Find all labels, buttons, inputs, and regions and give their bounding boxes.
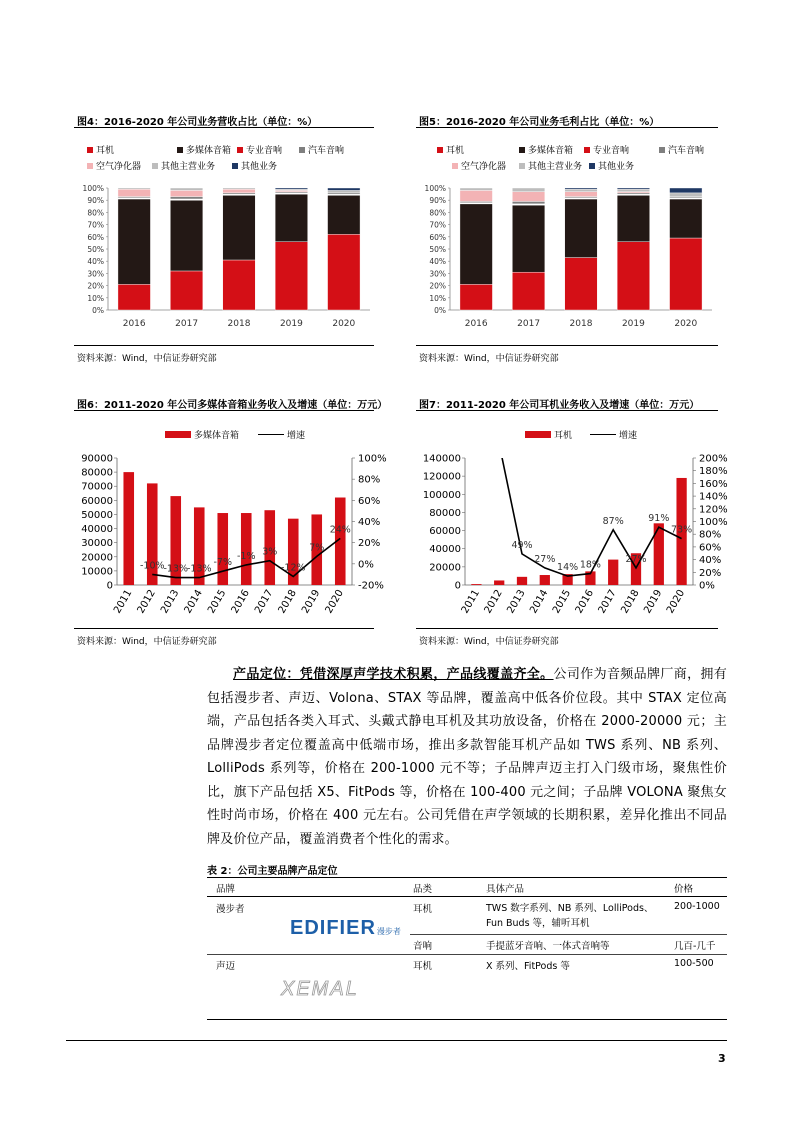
y-tick-label: 0%	[434, 306, 446, 315]
table-header-rule	[207, 896, 727, 897]
y-tick-label: 50%	[87, 245, 104, 254]
bar-segment-其他主营业务	[617, 189, 649, 191]
data-label: 3%	[262, 546, 278, 558]
y-tick-label: 70%	[429, 220, 446, 230]
fig7-chart	[416, 447, 736, 627]
table-cell-price: 几百-几千	[674, 941, 716, 952]
bar-segment-多媒体音箱	[617, 195, 649, 241]
footer-rule	[66, 1040, 727, 1041]
x-tick-label: 2014	[528, 588, 551, 616]
x-tick-label: 2019	[642, 588, 665, 616]
table-cell-products: TWS 数字系列、NB 系列、LolliPods、Fun Buds 等，辅听耳机	[486, 903, 654, 929]
fig4-legend-item: 多媒体音箱	[177, 143, 231, 156]
x-tick-label: 2011	[459, 588, 482, 616]
y-tick-label: 60%	[87, 232, 104, 242]
y-tick-label: 50000	[81, 509, 113, 521]
y2-tick-label: 180%	[699, 466, 728, 478]
x-tick-label: 2018	[227, 319, 251, 329]
x-tick-label: 2011	[112, 588, 135, 616]
table-row-rule	[207, 954, 727, 955]
bar	[540, 575, 550, 585]
bar-segment-耳机	[223, 260, 255, 310]
fig5-legend-item: 其他主营业务	[519, 159, 582, 172]
y-tick-label: 20%	[429, 281, 446, 291]
y-tick-label: 40000	[81, 524, 113, 536]
y2-tick-label: 60%	[699, 542, 722, 554]
data-label: -7%	[213, 557, 232, 569]
fig5-legend-item: 其他业务	[589, 159, 634, 172]
table-bottom-rule	[207, 1019, 727, 1020]
bar-segment-多媒体音箱	[565, 199, 597, 258]
y-tick-label: 80000	[429, 507, 461, 519]
bar	[241, 513, 252, 585]
y-tick-label: 100%	[424, 184, 446, 193]
table-header-category: 品类	[413, 884, 433, 895]
fig5-title-rule	[416, 127, 718, 128]
y-tick-label: 90%	[429, 196, 446, 206]
x-tick-label: 2017	[596, 588, 619, 616]
bar-segment-汽车音响	[512, 201, 544, 203]
xemal-logo: XEMAL	[281, 978, 359, 1000]
fig5-title: 图5：2016-2020 年公司业务毛利占比（单位：%）	[419, 117, 660, 128]
bar-segment-耳机	[328, 234, 360, 310]
data-label: -10%	[139, 560, 165, 572]
y-tick-label: 0	[106, 580, 113, 592]
data-label: -13%	[163, 563, 189, 575]
table-header-products: 具体产品	[486, 884, 525, 895]
y2-tick-label: 80%	[699, 529, 722, 541]
y2-tick-label: 140%	[699, 491, 728, 503]
x-tick-label: 2013	[159, 588, 182, 616]
x-tick-label: 2018	[569, 319, 593, 329]
fig4-chart	[74, 180, 384, 340]
y-tick-label: 40%	[429, 257, 446, 267]
bar	[517, 577, 527, 585]
y-tick-label: 60000	[429, 526, 461, 538]
bar-segment-汽车音响	[170, 197, 202, 199]
y2-tick-label: 40%	[699, 555, 722, 567]
x-tick-label: 2012	[482, 588, 505, 616]
y-tick-label: 30%	[429, 269, 446, 279]
fig4-bottom-rule	[74, 345, 374, 346]
y-tick-label: 90000	[81, 453, 113, 465]
bar-segment-多媒体音箱	[118, 199, 150, 284]
bar-segment-耳机	[275, 242, 307, 310]
bar-segment-其他主营业务	[223, 188, 255, 189]
x-tick-label: 2017	[175, 319, 199, 329]
table-cell-category: 耳机	[413, 961, 433, 972]
table-cell-products: X 系列、FitPods 等	[486, 961, 570, 972]
fig4-legend-item: 汽车音响	[299, 143, 344, 156]
fig5-legend-item: 汽车音响	[659, 143, 704, 156]
fig6-title-rule	[74, 410, 374, 411]
table-brand-edifier: 漫步者	[216, 904, 245, 915]
x-tick-label: 2018	[276, 588, 299, 616]
x-tick-label: 2020	[674, 319, 698, 329]
bar-segment-耳机	[460, 284, 492, 310]
x-tick-label: 2017	[517, 319, 541, 329]
x-tick-label: 2016	[464, 319, 488, 329]
y2-tick-label: 20%	[358, 538, 381, 550]
bar-segment-其他主营业务	[565, 189, 597, 191]
fig7-source: 资料来源：Wind，中信证券研究部	[419, 637, 559, 647]
x-tick-label: 2020	[664, 588, 688, 616]
edifier-logo: EDIFIER 漫步者	[290, 917, 401, 939]
fig5-legend-item: 专业音响	[584, 143, 629, 156]
y-tick-label: 70000	[81, 481, 113, 493]
fig6-bottom-rule	[74, 628, 374, 629]
y-tick-label: 90%	[87, 196, 104, 206]
paragraph-body: 公司作为音频品牌厂商，拥有包括漫步者、声迈、Volona、STAX 等品牌，覆盖高中低各价位段。其中 STAX 定位高端，产品包括各类入耳式、头戴式静电耳机及其功放设备，价格在 2000-20000 元；主品牌漫步者定位覆盖高中低端市场，推出多款智能耳机产品如 TWS 系列、NB 系列、LolliPods 系列等，价格在 200-1000 元不等；子品牌声迈主打入门级市场，聚焦性价比，旗下产品包括 X5、FitPods 等，价格在 100-400 元之间；子品牌 VOLONA 聚焦女性时尚市场，价格在 400 元左右。公司凭借在声学领域的长期积累，差异化推出不同品牌及价位产品，覆盖消费者个性化的需求。	[207, 667, 727, 847]
bar-segment-空气净化器	[223, 189, 255, 193]
data-label: 18%	[579, 559, 601, 571]
data-label: 14%	[557, 562, 579, 574]
y2-tick-label: 0%	[358, 559, 374, 571]
y-tick-label: 60000	[81, 495, 113, 507]
bar-segment-其他主营业务	[512, 188, 544, 192]
table-header-price: 价格	[674, 884, 694, 895]
y2-tick-label: 100%	[699, 517, 728, 528]
bar	[494, 580, 504, 585]
bar-segment-其他主营业务	[328, 190, 360, 192]
x-tick-label: 2014	[182, 588, 205, 616]
data-label: -1%	[237, 550, 256, 562]
data-label: 87%	[602, 515, 624, 527]
x-tick-label: 2019	[300, 588, 323, 616]
y-tick-label: 30%	[87, 269, 104, 279]
fig7-legend-bar: 耳机	[525, 428, 572, 441]
y2-tick-label: 40%	[358, 517, 381, 528]
data-label: 73%	[671, 524, 693, 536]
fig7-legend-line: 增速	[590, 428, 637, 441]
data-label: 7%	[309, 542, 325, 554]
y2-tick-label: 20%	[699, 567, 722, 579]
x-tick-label: 2019	[621, 319, 645, 329]
y-tick-label: 50%	[429, 245, 446, 254]
y-tick-label: 10%	[429, 293, 446, 303]
y-tick-label: 0%	[92, 306, 104, 315]
bar-segment-耳机	[118, 284, 150, 310]
data-label: 27%	[625, 553, 647, 565]
paragraph-lead: 产品定位：凭借深厚声学技术积累，产品线覆盖齐全。	[233, 667, 554, 682]
bar-segment-空气净化器	[512, 192, 544, 202]
y-tick-label: 70%	[87, 220, 104, 230]
fig7-title: 图7：2011-2020 年公司耳机业务收入及增速（单位：万元）	[419, 400, 700, 411]
data-label: 91%	[648, 513, 670, 525]
data-label: 24%	[329, 524, 351, 536]
bar-segment-多媒体音箱	[460, 204, 492, 285]
fig5-bottom-rule	[416, 345, 718, 346]
bar-segment-多媒体音箱	[670, 199, 702, 238]
fig4-legend-item: 其他业务	[232, 159, 277, 172]
fig4-legend-item: 其他主营业务	[152, 159, 215, 172]
x-tick-label: 2015	[206, 588, 229, 616]
y-tick-label: 80%	[429, 208, 446, 218]
x-tick-label: 2018	[619, 588, 642, 616]
bar-segment-多媒体音箱	[223, 195, 255, 260]
y-tick-label: 10%	[87, 293, 104, 303]
bar-segment-其他业务	[328, 188, 360, 190]
bar-segment-多媒体音箱	[512, 205, 544, 272]
y-tick-label: 30000	[81, 538, 113, 550]
bar	[217, 513, 228, 585]
y-tick-label: 20000	[429, 562, 461, 574]
table-header-brand: 品牌	[216, 884, 236, 895]
y2-tick-label: 200%	[699, 453, 728, 465]
y-tick-label: 10000	[81, 566, 113, 578]
y-tick-label: 20000	[81, 552, 113, 564]
data-label: 49%	[511, 539, 533, 551]
y-tick-label: 100000	[422, 489, 461, 501]
bar-segment-多媒体音箱	[328, 195, 360, 234]
y-tick-label: 80%	[87, 208, 104, 218]
bar	[471, 584, 481, 585]
bar-segment-空气净化器	[118, 189, 150, 196]
bar-segment-空气净化器	[565, 192, 597, 197]
bar-segment-其他主营业务	[670, 193, 702, 197]
y-tick-label: 40000	[429, 544, 461, 556]
fig6-chart	[74, 447, 394, 627]
y-tick-label: 100%	[82, 184, 104, 193]
fig5-chart	[416, 180, 726, 340]
y2-tick-label: 100%	[358, 453, 387, 465]
y-tick-label: 40%	[87, 257, 104, 267]
y-tick-label: 20%	[87, 281, 104, 291]
bar-segment-其他主营业务	[170, 188, 202, 190]
bar-segment-空气净化器	[170, 190, 202, 196]
y2-tick-label: 0%	[699, 580, 715, 592]
y-tick-label: 60%	[429, 232, 446, 242]
table-cell-price: 100-500	[674, 958, 714, 969]
fig4-source: 资料来源：Wind，中信证券研究部	[77, 354, 217, 364]
bar	[123, 472, 134, 585]
x-tick-label: 2016	[229, 588, 252, 616]
x-tick-label: 2012	[135, 588, 158, 616]
data-label: -13%	[186, 563, 212, 575]
fig5-legend-item: 耳机	[437, 143, 464, 156]
bar-segment-耳机	[670, 238, 702, 310]
fig4-title-rule	[74, 127, 374, 128]
bar-segment-耳机	[617, 242, 649, 310]
bar-segment-其他主营业务	[118, 188, 150, 189]
bar-segment-其他业务	[670, 188, 702, 193]
bar-segment-空气净化器	[460, 190, 492, 201]
y2-tick-label: -20%	[358, 580, 384, 592]
x-tick-label: 2016	[573, 588, 596, 616]
x-tick-label: 2016	[122, 319, 146, 329]
fig5-legend-item: 空气净化器	[452, 159, 506, 172]
table-cell-category: 音响	[413, 941, 433, 952]
fig5-source: 资料来源：Wind，中信证券研究部	[419, 354, 559, 364]
x-tick-label: 2015	[550, 588, 574, 616]
table-cell-products: 手提蓝牙音响、一体式音响等	[486, 941, 610, 952]
y-tick-label: 140000	[422, 453, 461, 465]
data-label: 27%	[534, 553, 556, 565]
bar-segment-耳机	[565, 258, 597, 310]
fig7-title-rule	[416, 410, 718, 411]
x-tick-label: 2020	[332, 319, 356, 329]
fig6-title: 图6：2011-2020 年公司多媒体音箱业务收入及增速（单位：万元）	[77, 400, 388, 411]
bar-segment-多媒体音箱	[170, 200, 202, 271]
table-top-rule	[207, 877, 727, 878]
fig4-legend-item: 空气净化器	[87, 159, 141, 172]
y2-tick-label: 80%	[358, 474, 381, 486]
y2-tick-label: 60%	[358, 495, 381, 507]
table-subrow-rule	[410, 934, 727, 935]
fig6-source: 资料来源：Wind，中信证券研究部	[77, 637, 217, 647]
fig6-legend-bar: 多媒体音箱	[165, 428, 239, 441]
body-paragraph	[207, 663, 727, 851]
fig4-legend-item: 专业音响	[237, 143, 282, 156]
data-label: -12%	[280, 562, 306, 574]
fig7-bottom-rule	[416, 628, 718, 629]
fig4-title: 图4：2016-2020 年公司业务营收占比（单位：%）	[77, 117, 318, 128]
bar-segment-其他业务	[617, 188, 649, 189]
bar	[288, 519, 299, 585]
fig4-legend-item: 耳机	[87, 143, 114, 156]
bar-segment-其他业务	[565, 188, 597, 189]
bar-segment-耳机	[170, 271, 202, 310]
table-cell-category: 耳机	[413, 904, 433, 915]
x-tick-label: 2019	[279, 319, 303, 329]
y-tick-label: 0	[454, 580, 461, 592]
y2-tick-label: 120%	[699, 504, 728, 516]
x-tick-label: 2013	[505, 588, 528, 616]
fig6-legend-line: 增速	[258, 428, 305, 441]
x-tick-label: 2017	[253, 588, 276, 616]
table-title: 表 2：公司主要品牌产品定位	[207, 866, 338, 877]
bar-segment-其他业务	[275, 188, 307, 189]
bar-segment-耳机	[512, 272, 544, 310]
page-number: 3	[718, 1052, 726, 1065]
bar	[608, 560, 618, 585]
bar-segment-其他主营业务	[460, 188, 492, 190]
bar-segment-多媒体音箱	[275, 194, 307, 242]
y-tick-label: 80000	[81, 467, 113, 479]
table-cell-price: 200-1000	[674, 901, 720, 912]
fig5-legend-item: 多媒体音箱	[519, 143, 573, 156]
y-tick-label: 120000	[422, 471, 461, 483]
y2-tick-label: 160%	[699, 478, 728, 490]
x-tick-label: 2020	[323, 588, 346, 616]
table-brand-xemal: 声迈	[216, 961, 236, 972]
